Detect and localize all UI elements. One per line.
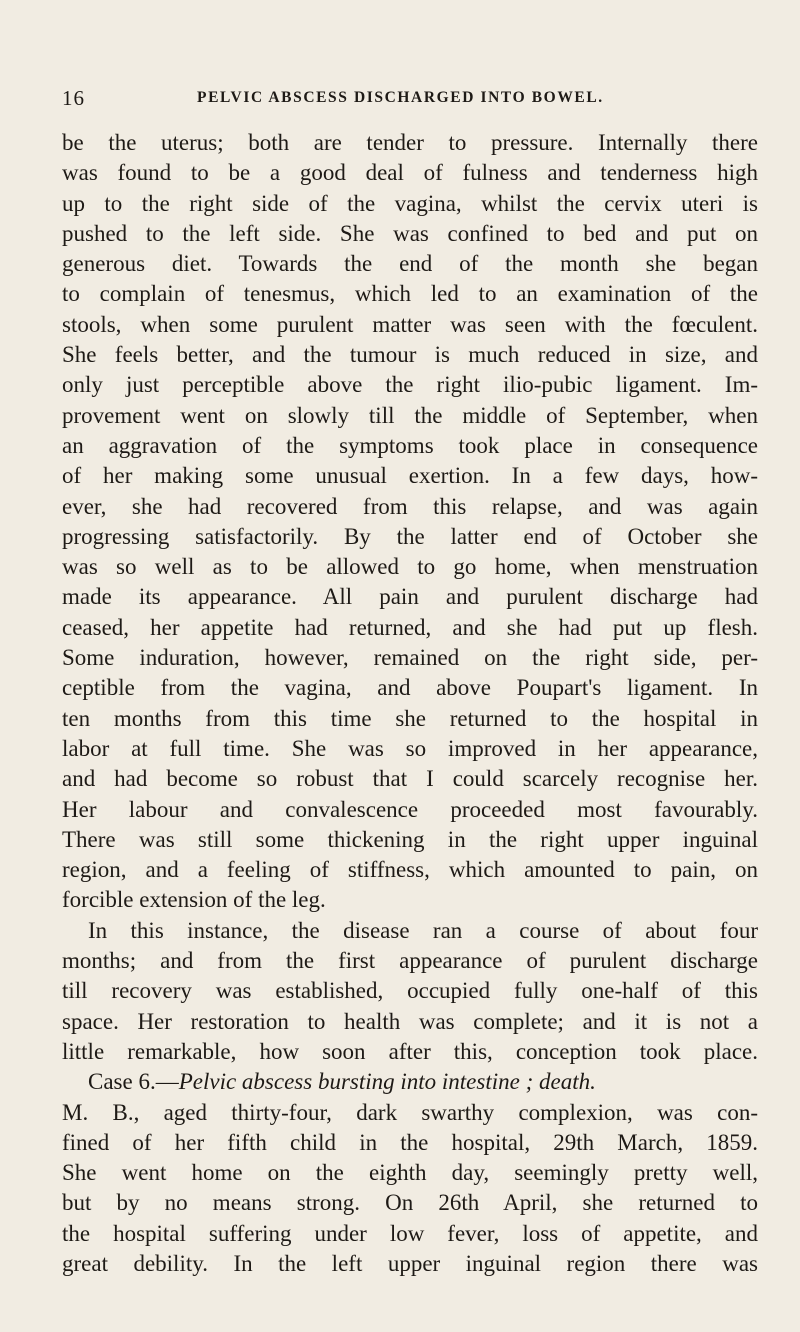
text-line: Her labour and convalescence proceeded most favourably. <box>62 796 758 822</box>
text-line: months; and from the first appearance of purulent discharge <box>62 948 758 974</box>
text-line: forcible extension of the leg. <box>62 887 326 913</box>
text-line: be the uterus; both are tender to pressure. Internally there <box>62 130 758 155</box>
text-line: great debility. In the left upper inguinal region there was <box>62 1250 758 1276</box>
text-line: region, and a feeling of stiffness, which amounted to pain, on <box>62 857 758 883</box>
text-line: ever, she had recovered from this relapse, and was again <box>62 493 758 519</box>
text-line: She feels better, and the tumour is much reduced in size, and <box>62 342 758 368</box>
text-line: ten months from this time she returned to the hospital in <box>62 705 758 731</box>
text-line: ceased, her appetite had returned, and she had put up flesh. <box>62 614 758 640</box>
text-line: She went home on the eighth day, seemingly pretty well, <box>62 1160 758 1186</box>
text-line: Some induration, however, remained on the right side, per- <box>62 645 758 671</box>
text-line: till recovery was established, occupied fully one-half of this <box>62 978 758 1004</box>
text-line: progressing satisfactorily. By the latter end of October she <box>62 523 758 549</box>
text-line: little remarkable, how soon after this, conception took place. <box>62 1038 758 1064</box>
text-line: to complain of tenesmus, which led to an examination of the <box>62 281 758 307</box>
case-title: Pelvic abscess bursting into intestine ; death. <box>178 1069 596 1095</box>
text-line: fined of her fifth child in the hospital, 29th March, 1859. <box>62 1129 758 1155</box>
text-line: There was still some thickening in the right upper inguinal <box>62 826 758 852</box>
case-heading-line <box>62 1067 758 1097</box>
text-line: pushed to the left side. She was confined to bed and put on <box>62 220 758 246</box>
text-line: In this instance, the disease ran a course of about four <box>88 917 758 943</box>
text-line: was so well as to be allowed to go home, when menstruation <box>62 554 758 580</box>
text-line: space. Her restoration to health was complete; and it is not a <box>62 1008 758 1034</box>
text-line: provement went on slowly till the middle of September, when <box>62 402 758 428</box>
text-line: up to the right side of the vagina, whilst the cervix uteri is <box>62 190 758 216</box>
text-line: ceptible from the vagina, and above Poupart's ligament. In <box>62 675 758 701</box>
text-line: generous diet. Towards the end of the month she began <box>62 251 758 277</box>
text-line: and had become so robust that I could scarcely recognise her. <box>62 766 758 792</box>
text-line: only just perceptible above the right ilio-pubic ligament. Im- <box>62 372 758 398</box>
page-number: 16 <box>62 86 85 110</box>
text-line: of her making some unusual exertion. In a few days, how- <box>62 463 758 489</box>
text-line: labor at full time. She was so improved in her appearance, <box>62 735 758 761</box>
text-line: made its appearance. All pain and purulent discharge had <box>62 584 758 610</box>
running-head <box>62 86 762 110</box>
case-label: Case 6.— <box>88 1069 179 1095</box>
text-line: stools, when some purulent matter was seen with the fœculent. <box>62 311 758 337</box>
text-line: but by no means strong. On 26th April, she returned to <box>62 1190 758 1216</box>
text-line: was found to be a good deal of fulness and tenderness high <box>62 160 758 186</box>
text-line: an aggravation of the symptoms took place in consequence <box>62 432 758 458</box>
text-line: M. B., aged thirty-four, dark swarthy complexion, was con- <box>62 1099 758 1125</box>
text-line: the hospital suffering under low fever, loss of appetite, and <box>62 1220 758 1246</box>
running-title: PELVIC ABSCESS DISCHARGED INTO BOWEL. <box>197 89 604 106</box>
body-text <box>62 128 758 1279</box>
